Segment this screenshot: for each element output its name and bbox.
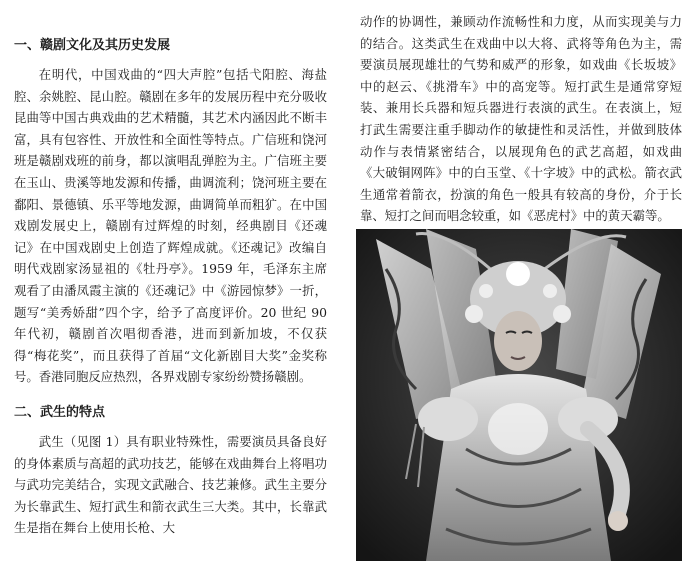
wusheng-paragraph-start: 武生（见图 1）具有职业特殊性，需要演员具备良好的身体素质与高超的武功技艺，能够在戏曲舞台上将唱功与武功完美结合，实现文武融合、技艺兼修。武生主要分为长靠武生、短打武生和箭衣武生三大类。其中，长靠武生是指在舞台上使用长枪、大 [14,433,327,536]
right-column [360,0,682,227]
left-column [14,0,327,539]
history-paragraph: 在明代，中国戏曲的“四大声腔”包括弋阳腔、海盐腔、余姚腔、昆山腔。赣剧在多年的发展历程中充分吸收昆曲等中国古典戏曲的艺术精髓，其艺术内涵因此不断丰富，具有包容性、开放性和全面性等特点。广信班和饶河班是赣剧戏班的前身，都以演唱乱弹腔为主。广信班主要在玉山、贵溪等地发源和传播，曲调流利；饶河班主要在鄱阳、景德镇、乐平等地发源，曲调简单而粗犷。在中国戏剧发展史上，赣剧有过辉煌的时刻，经典剧目《还魂记》在中国戏剧史上创造了辉煌成就。《还魂记》改编自明代戏剧家汤显祖的《牡丹亭》。1959 年，毛泽东主席观看了由潘凤霞主演的《还魂记》中《游园惊梦》一折，题写“美秀娇甜”四个字，给予了高度评价。20 世纪 90 年代初，赣剧首次唱彻香港，进而到新加坡，不仅获得“梅花奖”，而且获得了首届“文化新剧目大奖”金奖称号。香港同胞反应热烈，各界戏剧专家纷纷赞扬赣剧。 [14,67,327,385]
section-heading-history: 一、赣剧文化及其历史发展 [14,38,171,53]
opera-performer-photo [356,229,682,561]
performer-illustration [356,229,682,561]
wusheng-paragraph-continued: 动作的协调性，兼顾动作流畅性和力度，从而实现美与力的结合。这类武生在戏曲中以大将、武将等角色为主，需要演员展现雄壮的气势和威严的形象，如戏曲《长坂坡》中的赵云、《挑滑车》中的高宠等。短打武生是通常穿短装、兼用长兵器和短兵器进行表演的武生。在表演上，短打武生需要注重手脚动作的敏捷性和灵活性，并做到肢体动作与表情紧密结合，以展现角色的武艺高超，如戏曲《大破铜网阵》中的白玉堂、《十字坡》中的武松。箭衣武生通常着箭衣，扮演的角色一般具有较高的身份，介于长靠、短打之间而唱念较重，如《恶虎村》中的黄天霸等。 [360,14,682,224]
section-heading-wusheng: 二、武生的特点 [14,404,106,420]
